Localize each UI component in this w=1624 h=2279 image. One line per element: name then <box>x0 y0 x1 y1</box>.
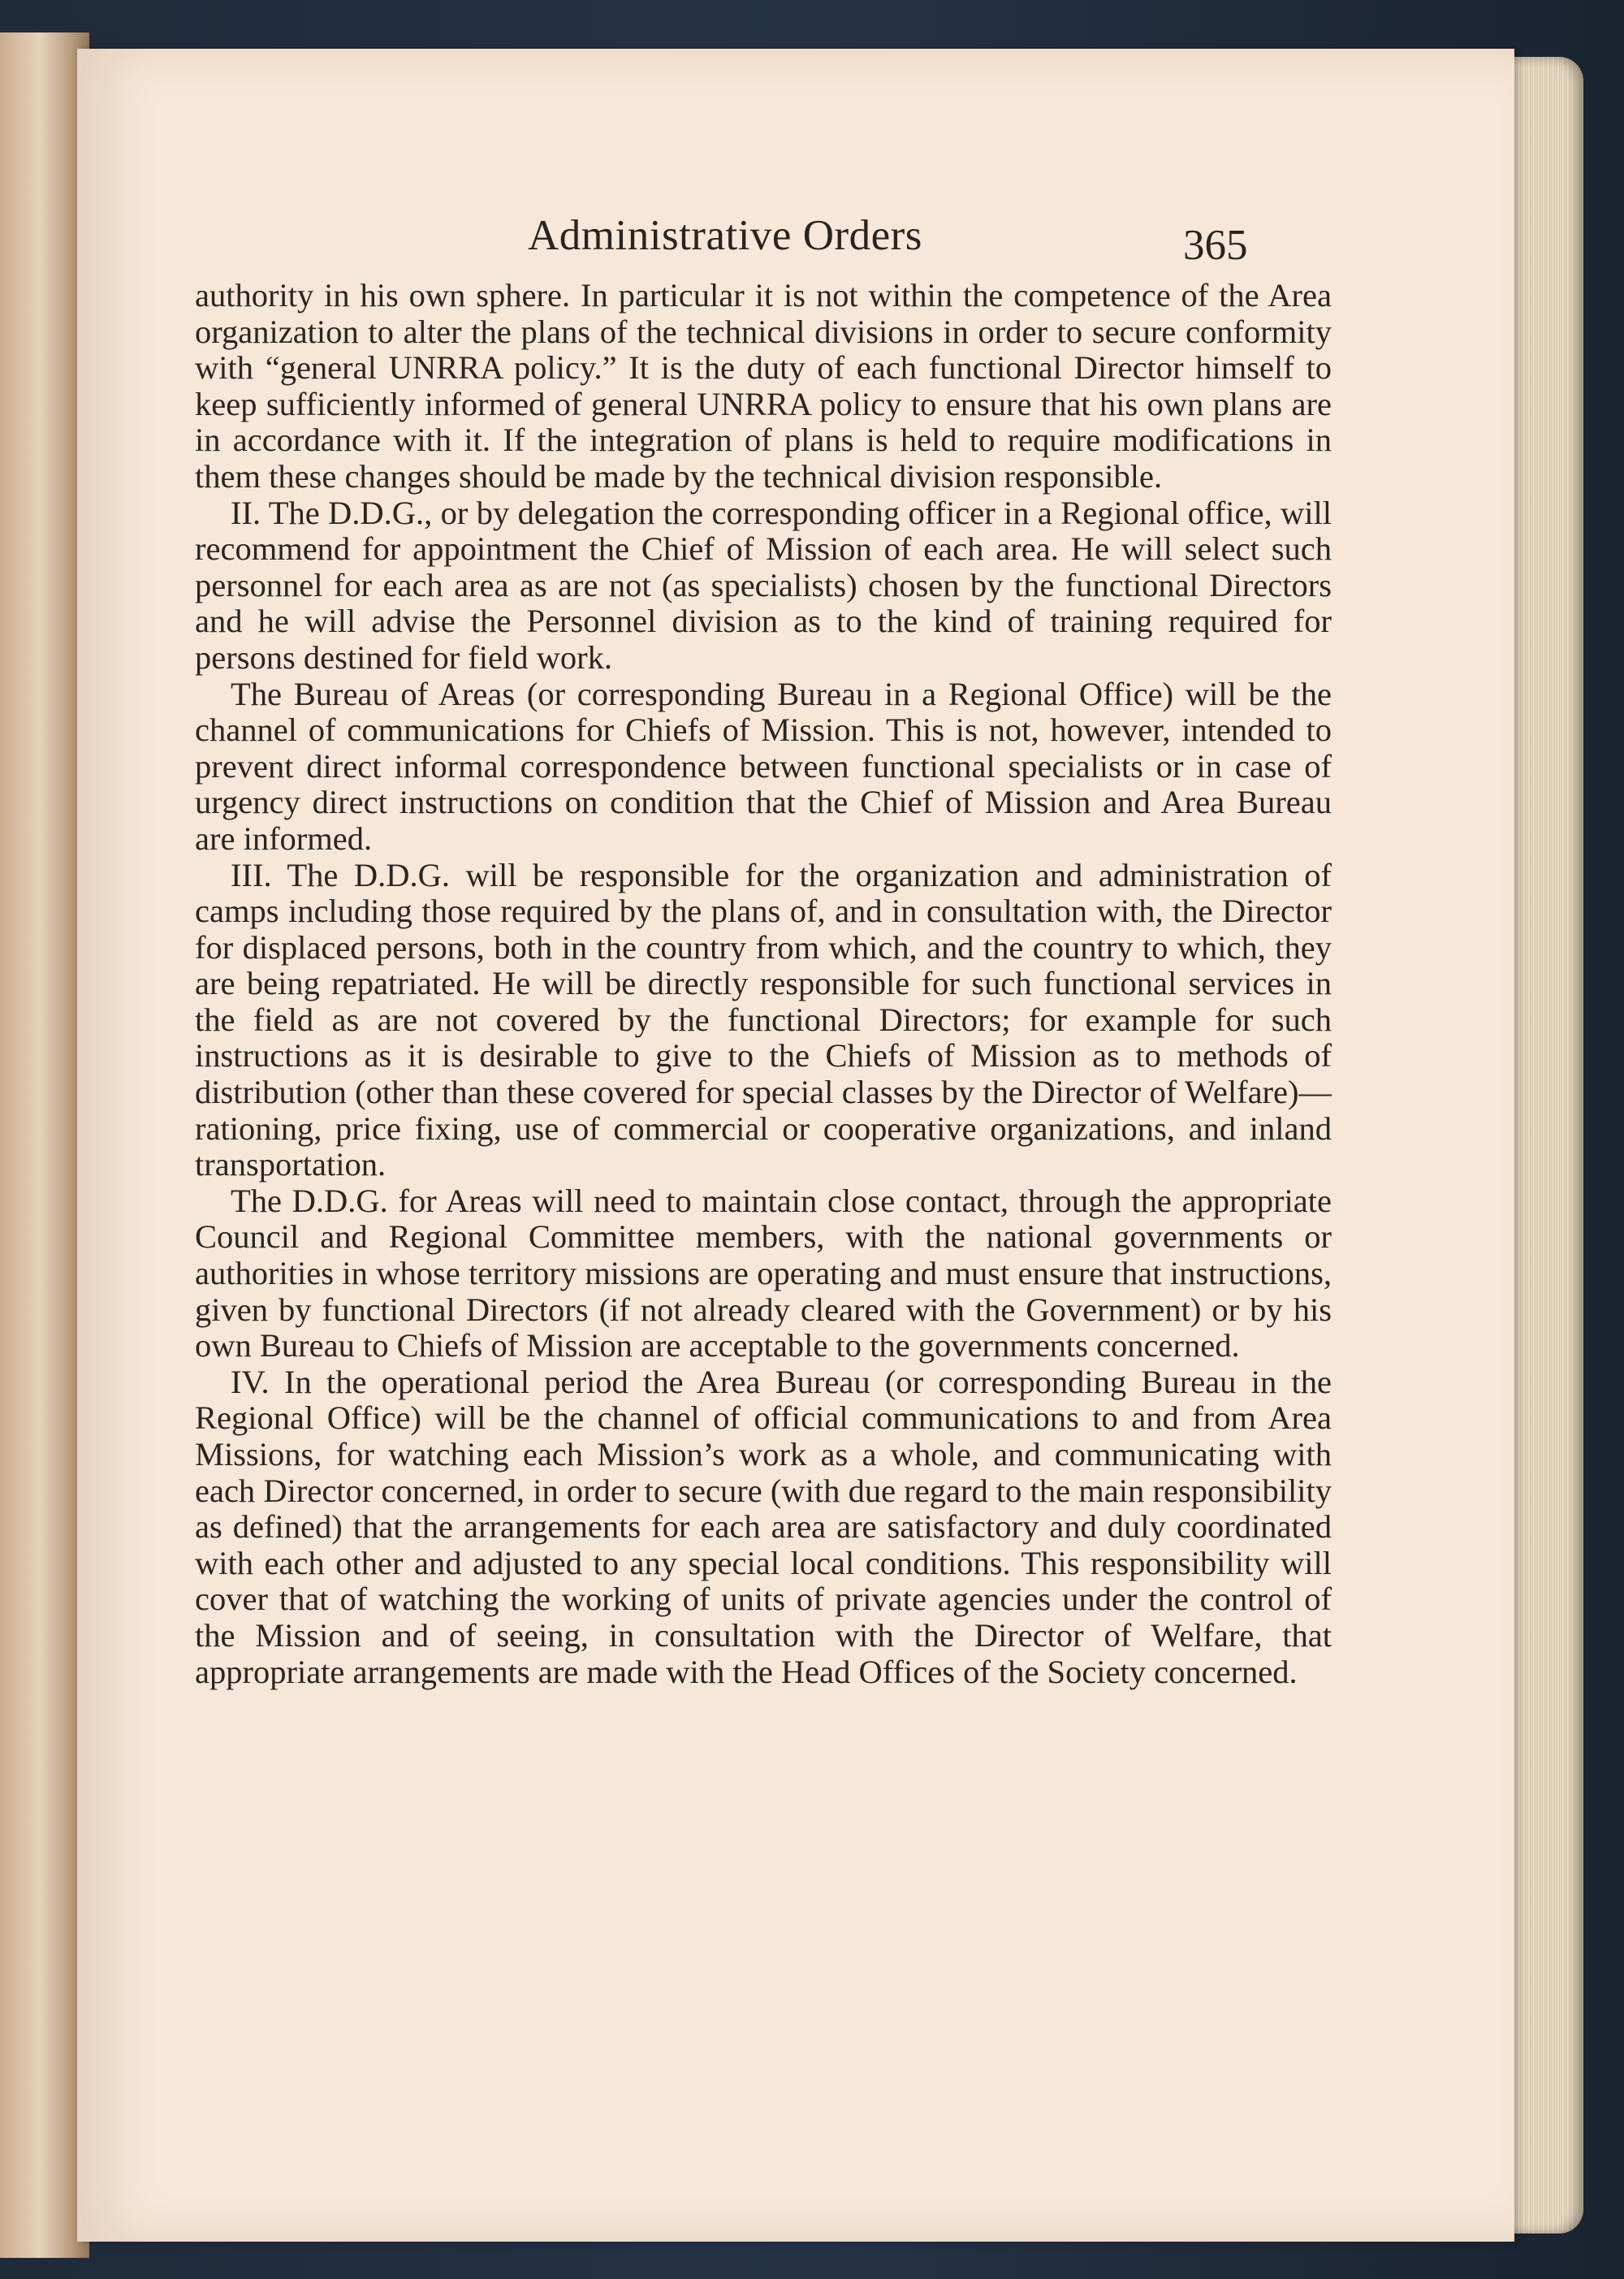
page-header <box>77 211 1514 284</box>
page-number: 365 <box>1183 222 1248 269</box>
paragraph-section-iv: IV. In the operational period the Area Bureau (or corresponding Bureau in the Regional Office) will be the channel of official communications to and from Area Missions, for watching each Mission’s work as a whole, and communicating with each Director concerned, in order to secure (with due regard to the main responsibility as defined) that the arrangements for each area are satisfactory and duly coordinated with each other and adjusted to any special local conditions. This responsibility will cover that of watching the working of units of private agencies under the control of the Mission and of seeing, in consultation with the Director of Welfare, that appropriate arrangements are made with the Head Offices of the Society concerned. <box>195 1363 1332 1690</box>
running-head: Administrative Orders <box>528 212 922 259</box>
paragraph-section-ii: II. The D.D.G., or by delegation the corresponding officer in a Regional office, will recommend for appointment the Chief of Mission of each area. He will select such personnel for each area as are not (as specialists) chosen by the functional Directors and he will advise the Personnel division as to the kind of training required for persons destined for field work. <box>195 494 1332 676</box>
book-gutter <box>0 32 89 2258</box>
paragraph-bureau-of-areas: The Bureau of Areas (or corresponding Bureau in a Regional Office) will be the channel of communications for Chiefs of Mission. This is not, however, intended to prevent direct informal correspondence between functional specialists or in case of urgency direct instructions on condition that the Chief of Mission and Area Bureau are informed. <box>195 675 1332 857</box>
paragraph-section-iii: III. The D.D.G. will be responsible for the organization and administration of camps including those required by the plans of, and in consultation with, the Director for displaced persons, both in the country from which, and the country to which, they are being repatriated. He will be directly responsible for such functional services in the field as are not covered by the functional Directors; for example for such instructions as it is desirable to give to the Chiefs of Mission as to methods of distribution (other than these covered for special classes by the Director of Welfare)—rationing, price fixing, use of commercial or cooperative organizations, and inland transportation. <box>195 856 1332 1183</box>
paragraph-ddg-contact: The D.D.G. for Areas will need to maintain close contact, through the appropriate Council and Regional Committee members, with the national governments or authorities in whose territory missions are operating and must ensure that instructions, given by functional Directors (if not already cleared with the Government) or by his own Bureau to Chiefs of Mission are acceptable to the governments concerned. <box>195 1182 1332 1364</box>
paragraph-continuation: authority in his own sphere. In particular it is not within the competence of the Area organization to alter the plans of the technical divisions in order to secure conformity with “general UNRRA policy.” It is the duty of each functional Director himself to keep sufficiently informed of general UNRRA policy to ensure that his own plans are in accordance with it. If the integration of plans is held to require modifications in them these changes should be made by the technical division responsible. <box>195 277 1332 495</box>
body-text <box>195 278 1332 1690</box>
page-edges <box>1506 57 1583 2234</box>
book-page <box>77 49 1514 2242</box>
